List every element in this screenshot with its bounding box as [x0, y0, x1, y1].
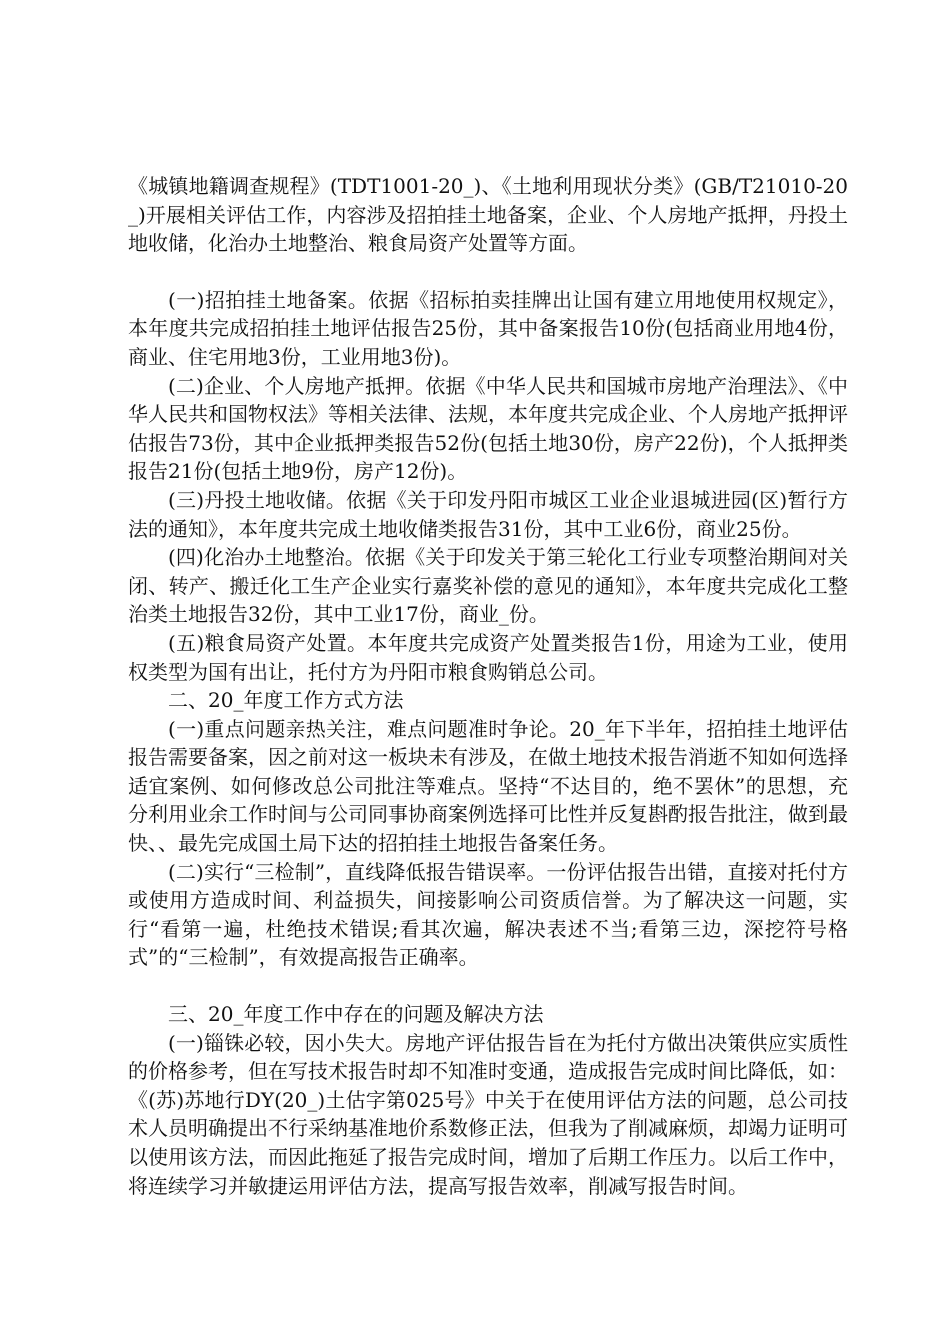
paragraph-land-reserve: (三)丹投土地收储。依据《关于印发丹阳市城区工业企业退城进园(区)暂行方法的通知》，本年度共完成土地收储类报告31份，其中工业6份，商业25份。	[128, 487, 848, 541]
section-heading-methods: 二、20_年度工作方式方法	[168, 688, 404, 713]
paragraph-problem-one: (一)锱铢必较，因小失大。房地产评估报告旨在为托付方做出决策供应实质性的价格参考，但在写技术报告时却不知准时变通，造成报告完成时间比降低，如：《(苏)苏地行DY(20_)土估字第025号》中关于在使用评估方法的问题，总公司技术人员明确提出不行采纳基准地价系数修正法，但我为了削减麻烦，却竭力证明可以使用该方法，而因此拖延了报告完成时间，增加了后期工作压力。以后工作中，将连续学习并敏捷运用评估方法，提高写报告效率，削减写报告时间。	[128, 1030, 848, 1198]
paragraph-land-remediation: (四)化治办土地整治。依据《关于印发关于第三轮化工行业专项整治期间对关闭、转产、搬迁化工生产企业实行嘉奖补偿的意见的通知》，本年度共完成化工整治类土地报告32份，其中工业17份，商业_份。	[128, 545, 848, 627]
paragraph-key-issues: (一)重点问题亲热关注，难点问题准时争论。20_年下半年，招拍挂土地评估报告需要备案，因之前对这一板块未有涉及，在做土地技术报告消逝不知如何选择适宜案例、如何修改总公司批注等难点。坚持“不达目的，绝不罢休”的思想，充分利用业余工作时间与公司同事协商案例选择可比性并反复斟酌报告批注，做到最快、、最先完成国土局下达的招拍挂土地报告备案任务。	[128, 716, 848, 856]
paragraph-asset-disposal: (五)粮食局资产处置。本年度共完成资产处置类报告1份，用途为工业，使用权类型为国有出让，托付方为丹阳市粮食购销总公司。	[128, 630, 848, 684]
section-heading-problems: 三、20_年度工作中存在的问题及解决方法	[168, 1002, 544, 1027]
paragraph-three-checks: (二)实行“三检制”，直线降低报告错误率。一份评估报告出错，直接对托付方或使用方造成时间、利益损失，间接影响公司资质信誉。为了解决这一问题，实行“看第一遍，杜绝技术错误;看其次遍，解决表述不当;看第三边，深挖符号格式”的“三检制”，有效提高报告正确率。	[128, 859, 848, 970]
intro-paragraph: 《城镇地籍调查规程》(TDT1001-20_)、《土地利用现状分类》(GB/T21010-20_)开展相关评估工作，内容涉及招拍挂土地备案，企业、个人房地产抵押，丹投土地收储，化治办土地整治、粮食局资产处置等方面。	[128, 174, 848, 256]
document-page	[128, 172, 848, 1200]
paragraph-mortgage: (二)企业、个人房地产抵押。依据《中华人民共和国城市房地产治理法》、《中华人民共和国物权法》等相关法律、法规，本年度共完成企业、个人房地产抵押评估报告73份，其中企业抵押类报告52份(包括土地30份，房产22份)，个人抵押类报告21份(包括土地9份，房产12份)。	[128, 373, 848, 484]
paragraph-land-filing: (一)招拍挂土地备案。依据《招标拍卖挂牌出让国有建立用地使用权规定》，本年度共完成招拍挂土地评估报告25份，其中备案报告10份(包括商业用地4份，商业、住宅用地3份，工业用地3份)。	[128, 287, 848, 369]
